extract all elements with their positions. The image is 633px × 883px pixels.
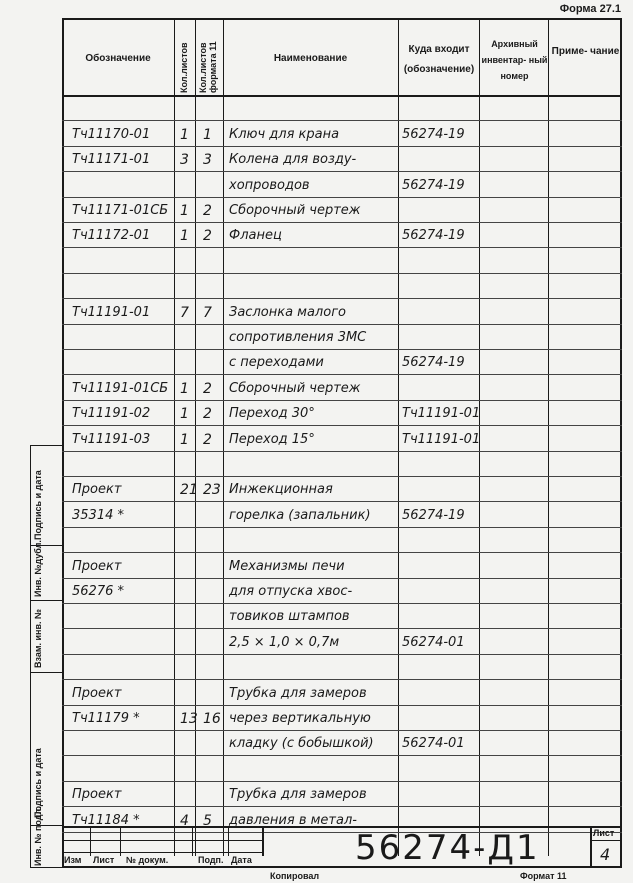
row-sheet-count: 1 bbox=[180, 228, 189, 245]
header-bottom-line bbox=[62, 95, 622, 97]
header-where-used: Куда входит (обозначение) bbox=[403, 44, 475, 75]
footer-podp: Подп. bbox=[198, 855, 224, 865]
row-sheet-count: 1 bbox=[180, 406, 189, 423]
row-designation: Тч11191-02 bbox=[72, 406, 151, 422]
row-line bbox=[62, 374, 622, 375]
row-where-used: 56274-01 bbox=[402, 736, 465, 752]
row-line bbox=[62, 476, 622, 477]
row-sheet-count: 21 bbox=[180, 482, 198, 499]
row-name: товиков штампов bbox=[229, 609, 350, 625]
row-sheet-count: 1 bbox=[180, 431, 189, 448]
title-block-col-line bbox=[590, 826, 592, 868]
row-name: Ключ для крана bbox=[229, 126, 340, 142]
row-format-count: 23 bbox=[203, 482, 221, 499]
row-format-count: 2 bbox=[203, 431, 212, 448]
title-block-row-line bbox=[62, 840, 262, 841]
title-block-col-line bbox=[262, 826, 264, 856]
row-designation: Тч11191-03 bbox=[72, 431, 151, 447]
row-line bbox=[62, 400, 622, 401]
row-designation: Проект bbox=[72, 558, 122, 574]
row-name: Трубка для замеров bbox=[229, 685, 367, 701]
strip-inv-replace: Взам. инв. № bbox=[33, 608, 43, 668]
row-where-used: 56274-19 bbox=[402, 126, 465, 142]
row-line bbox=[62, 425, 622, 426]
title-block-row-line bbox=[62, 852, 262, 853]
row-line bbox=[62, 451, 622, 452]
row-sheet-count: 7 bbox=[180, 304, 189, 321]
footer-format: Формат 11 bbox=[520, 871, 567, 881]
row-name: давления в метал- bbox=[229, 812, 357, 828]
row-name: Переход 15° bbox=[229, 431, 315, 447]
row-line bbox=[62, 197, 622, 198]
row-name: Сборочный чертеж bbox=[229, 380, 361, 396]
footer-sheet-number: 4 bbox=[600, 845, 611, 864]
row-name: с переходами bbox=[229, 355, 324, 371]
row-line bbox=[62, 324, 622, 325]
row-designation: 35314 * bbox=[72, 507, 124, 523]
row-name: хопроводов bbox=[229, 177, 310, 193]
row-line bbox=[62, 552, 622, 553]
footer-doc-no: № докум. bbox=[126, 855, 169, 865]
row-line bbox=[62, 806, 622, 807]
footer-izm: Изм bbox=[64, 855, 82, 865]
footer-sheet-label: Лист bbox=[593, 828, 615, 838]
row-name: горелка (запальник) bbox=[229, 507, 371, 523]
row-line bbox=[62, 578, 622, 579]
row-name: кладку (с бобышкой) bbox=[229, 736, 374, 752]
header-note: Приме- чание bbox=[551, 46, 620, 57]
row-name: Фланец bbox=[229, 228, 282, 244]
row-sheet-count: 3 bbox=[180, 152, 189, 169]
row-name: Инжекционная bbox=[229, 482, 333, 498]
title-block-col-line bbox=[90, 826, 91, 856]
strip-sign-date-bottom: Подпись и дата bbox=[33, 748, 43, 818]
row-designation: Тч11172-01 bbox=[72, 228, 151, 244]
row-line bbox=[62, 755, 622, 756]
row-line bbox=[62, 146, 622, 147]
row-where-used: 56274-19 bbox=[402, 355, 465, 371]
row-format-count: 2 bbox=[203, 228, 212, 245]
form-number-label: Форма 27.1 bbox=[559, 3, 621, 15]
row-name: 2,5 × 1,0 × 0,7м bbox=[229, 634, 340, 650]
row-line bbox=[62, 654, 622, 655]
row-line bbox=[62, 501, 622, 502]
row-line bbox=[62, 171, 622, 172]
row-line bbox=[62, 730, 622, 731]
row-format-count: 7 bbox=[203, 304, 212, 321]
row-sheet-count: 1 bbox=[180, 203, 189, 219]
title-block-col-line bbox=[120, 826, 121, 856]
footer-data: Дата bbox=[231, 855, 252, 865]
row-line bbox=[62, 527, 622, 528]
header-archive-number: Архивный инвентар- ный номер bbox=[481, 39, 548, 81]
row-format-count: 16 bbox=[203, 711, 221, 727]
row-designation: Проект bbox=[72, 685, 122, 701]
document-code: 56274-Д1 bbox=[355, 828, 540, 868]
row-name: Колена для возду- bbox=[229, 152, 357, 168]
row-sheet-count: 4 bbox=[180, 812, 189, 829]
row-name: Заслонка малого bbox=[229, 304, 346, 320]
header-sheets: Кол.листов bbox=[179, 42, 189, 93]
row-line bbox=[62, 679, 622, 680]
title-block-col-line bbox=[192, 826, 193, 856]
row-sheet-count: 1 bbox=[180, 126, 189, 143]
row-line bbox=[62, 120, 622, 121]
row-line bbox=[62, 247, 622, 248]
row-designation: Тч11191-01СБ bbox=[72, 380, 169, 396]
row-where-used: Тч11191-01 bbox=[402, 406, 481, 422]
row-where-used: 56274-19 bbox=[402, 177, 465, 193]
row-name: Переход 30° bbox=[229, 406, 315, 422]
row-designation: Тч11171-01 bbox=[72, 152, 151, 168]
strip-divider bbox=[30, 600, 62, 601]
row-format-count: 1 bbox=[203, 126, 212, 143]
strip-inv-orig: Инв. № подл. bbox=[33, 806, 43, 866]
row-line bbox=[62, 603, 622, 604]
row-name: Сборочный чертеж bbox=[229, 203, 361, 218]
row-designation: Проект bbox=[72, 482, 122, 498]
row-line bbox=[62, 273, 622, 274]
row-where-used: 56274-19 bbox=[402, 228, 465, 244]
title-block-col-line bbox=[228, 826, 229, 856]
footer-copied: Копировал bbox=[270, 871, 320, 881]
row-format-count: 3 bbox=[203, 152, 212, 169]
row-designation: Тч11191-01 bbox=[72, 304, 151, 320]
row-name: для отпуска хвос- bbox=[229, 584, 353, 599]
footer-list: Лист bbox=[93, 855, 115, 865]
row-line bbox=[62, 222, 622, 223]
row-sheet-count: 1 bbox=[180, 380, 189, 397]
row-format-count: 2 bbox=[203, 380, 212, 397]
header-sheets-format: Кол.листов формата 11 bbox=[198, 41, 218, 93]
row-format-count: 5 bbox=[203, 812, 212, 829]
row-line bbox=[62, 781, 622, 782]
row-designation: Тч11179 * bbox=[72, 711, 140, 726]
row-where-used: 56274-19 bbox=[402, 507, 465, 523]
row-format-count: 2 bbox=[203, 406, 212, 423]
row-line bbox=[62, 349, 622, 350]
row-sheet-count: 13 bbox=[180, 711, 198, 727]
header-name: Наименование bbox=[273, 53, 348, 64]
row-name: Трубка для замеров bbox=[229, 787, 367, 803]
row-line bbox=[62, 298, 622, 299]
row-name: через вертикальную bbox=[229, 711, 371, 726]
row-where-used: Тч11191-01 bbox=[402, 431, 481, 447]
title-block-row-line bbox=[590, 840, 622, 841]
strip-sign-date-top: Подпись и дата bbox=[33, 470, 43, 540]
row-format-count: 2 bbox=[203, 203, 212, 219]
row-line bbox=[62, 628, 622, 629]
row-designation: Тч11184 * bbox=[72, 812, 140, 828]
header-designation: Обозначение bbox=[85, 53, 151, 64]
row-name: Механизмы печи bbox=[229, 558, 345, 574]
row-designation: Тч11170-01 bbox=[72, 126, 151, 142]
row-designation: Проект bbox=[72, 787, 122, 803]
strip-divider bbox=[30, 672, 62, 673]
row-designation: Тч11171-01СБ bbox=[72, 203, 169, 218]
row-where-used: 56274-01 bbox=[402, 634, 465, 650]
row-line bbox=[62, 705, 622, 706]
row-designation: 56276 * bbox=[72, 584, 124, 599]
strip-inv-dup: Инв. №дубл. bbox=[33, 540, 43, 597]
row-name: сопротивления 3МС bbox=[229, 330, 367, 345]
